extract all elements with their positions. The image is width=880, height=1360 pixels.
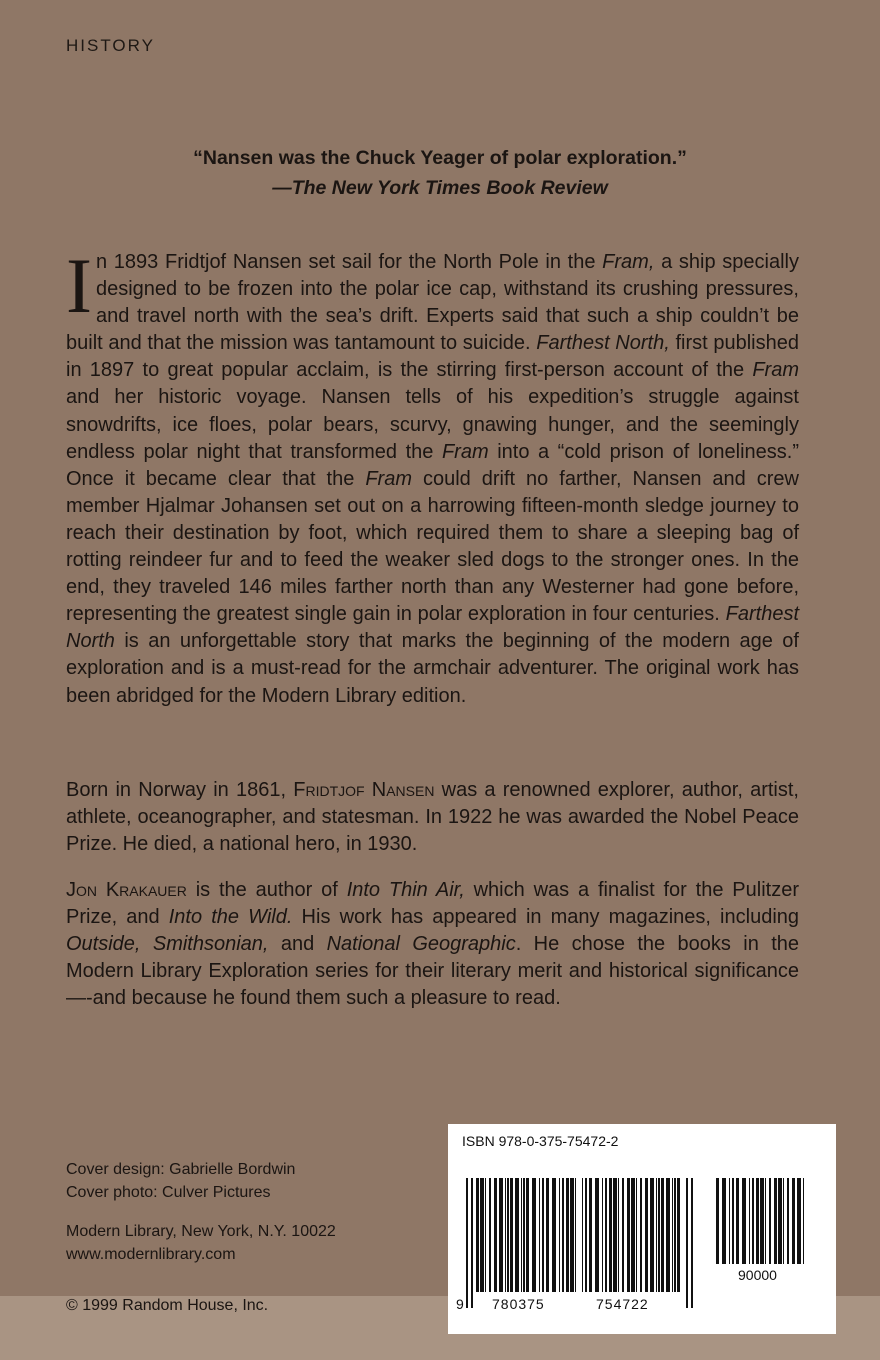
bio-text: was a renowned explorer, author, artist, athlete, oceanographer, and statesman. In 1922 he was awarded the Nobel Peace Prize. He died, a national hero, in 1930.	[66, 779, 799, 856]
desc-text: is an unforgettable story that marks the beginning of the modern age of exploration and is a must-read for the armchair adventurer. The original work has been abridged for the Modern Library edition.	[66, 630, 799, 707]
bio-text: . He chose the books in the Modern Library Exploration series for their literary merit and historical significance—-and because he found them such a pleasure to read.	[66, 933, 800, 1010]
barcode-bar	[640, 1178, 642, 1292]
barcode-bar	[532, 1178, 536, 1292]
barcode-bar	[631, 1178, 635, 1292]
barcode-bar	[595, 1178, 599, 1292]
magazine-title: National Geographic	[326, 933, 516, 956]
desc-text: first published in 1897 to great popular acclaim, is the stirring first-person account of the	[66, 332, 799, 382]
barcode-bar	[674, 1178, 676, 1292]
book-title: Into Thin Air,	[346, 879, 465, 901]
blurb-source: —The New York Times Book Review	[272, 177, 608, 199]
barcode-lead-digit: 9	[456, 1296, 465, 1312]
bio-text: Born in Norway in 1861,	[66, 779, 294, 801]
barcode-bar	[677, 1178, 680, 1292]
barcode-bar	[797, 1178, 801, 1264]
barcode-bar	[582, 1178, 583, 1292]
barcode-bar	[783, 1178, 784, 1264]
bio-text: is the author of	[186, 879, 347, 901]
barcode-bar	[666, 1178, 670, 1292]
barcode-bar	[539, 1178, 540, 1292]
barcode-bar	[749, 1178, 750, 1264]
barcode-bar	[515, 1178, 519, 1292]
desc-text: could drift no farther, Nansen and crew member Hjalmar Johansen set out on a harrowing fifteen-month sledge journey to reach their destination by foot, which required them to share a sleeping bag of rotting reindeer fur and to feed the weaker sled dogs to the stronger ones. In the end, they traveled 146 miles farther north than any Westerner had gone before, representing the greatest single gain in polar exploration in four centuries.	[66, 467, 799, 626]
barcode-guard-bar	[471, 1178, 473, 1308]
barcode-addon-digits: 90000	[738, 1267, 777, 1283]
description-paragraph	[66, 242, 799, 710]
desc-text: n 1893 Fridtjof Nansen set sail for the North Pole in the	[95, 251, 603, 273]
barcode-guard-bar	[466, 1178, 468, 1308]
bio-text: which was a finalist for the Pulitzer Prize, and	[66, 879, 799, 929]
barcode-group-2: 754722	[596, 1296, 649, 1312]
barcode-bar	[627, 1178, 630, 1292]
desc-text: into a “cold prison of loneliness.” Once it became clear that the	[66, 440, 799, 490]
review-blurb	[0, 143, 880, 203]
barcode-bar	[559, 1178, 560, 1292]
bio-text: and	[268, 933, 327, 956]
barcode-group-1: 780375	[492, 1296, 545, 1312]
category-label: HISTORY	[66, 36, 155, 55]
barcode-bar	[523, 1178, 525, 1292]
isbn-label: ISBN 978-0-375-75472-2	[462, 1133, 619, 1149]
barcode-bar	[510, 1178, 513, 1292]
barcode-bar	[760, 1178, 764, 1264]
barcode-bar	[602, 1178, 603, 1292]
magazine-title: Outside, Smithsonian,	[66, 933, 269, 956]
barcode-bar	[729, 1178, 730, 1264]
book-title: Farthest North	[66, 603, 799, 653]
barcode-bar	[476, 1178, 479, 1292]
barcode-bar	[552, 1178, 556, 1292]
desc-text: a ship specially designed to be frozen into the polar ice cap, withstand its crushing pressures, and travel north with the sea’s drift. Experts said that such a ship couldn’t be built and that the mission was tantamount to suicide.	[66, 251, 799, 355]
barcode-bar	[505, 1178, 506, 1292]
cover-credits	[66, 1158, 336, 1266]
ship-name: Fram,	[602, 251, 655, 273]
barcode-bar	[609, 1178, 612, 1292]
barcode-bar	[636, 1178, 637, 1292]
photo-credit: Cover photo: Culver Pictures	[66, 1184, 271, 1201]
barcode-guard-bar	[686, 1178, 688, 1308]
barcode-bar	[765, 1178, 766, 1264]
barcode-bar	[752, 1178, 754, 1264]
ship-name: Fram	[752, 359, 799, 382]
editor-bio	[66, 877, 799, 1012]
barcode-bar	[774, 1178, 777, 1264]
barcode-bar	[489, 1178, 491, 1292]
ship-name: Fram	[441, 440, 489, 463]
barcode-bar	[526, 1178, 529, 1292]
barcode-bar	[778, 1178, 782, 1264]
barcode-bar	[742, 1178, 746, 1264]
author-name: Fridtjof Nansen	[293, 779, 435, 801]
barcode-bar	[622, 1178, 624, 1292]
barcode-bar	[661, 1178, 664, 1292]
blurb-quote: “Nansen was the Chuck Yeager of polar exploration.”	[193, 147, 687, 169]
publisher-website: www.modernlibrary.com	[66, 1246, 236, 1263]
publisher-address: Modern Library, New York, N.Y. 10022	[66, 1223, 336, 1240]
barcode-bar	[672, 1178, 673, 1292]
drop-cap: I	[66, 242, 92, 329]
copyright-notice: © 1999 Random House, Inc.	[66, 1297, 269, 1314]
barcode-bar	[480, 1178, 484, 1292]
barcode-bar	[494, 1178, 497, 1292]
barcode-bar	[566, 1178, 569, 1292]
book-title: Into the Wild.	[168, 906, 293, 929]
barcode-bar	[542, 1178, 544, 1292]
book-title: Farthest North,	[536, 332, 670, 355]
author-bio	[66, 777, 799, 858]
barcode-bar	[605, 1178, 607, 1292]
editor-name: Jon Krakauer	[66, 879, 187, 901]
barcode-bar	[485, 1178, 486, 1292]
barcode-bar	[589, 1178, 592, 1292]
barcode-bar	[656, 1178, 657, 1292]
barcode-bar	[521, 1178, 522, 1292]
barcode-bar	[732, 1178, 734, 1264]
barcode-bar	[546, 1178, 549, 1292]
barcode-bar	[792, 1178, 795, 1264]
barcode-bar	[803, 1178, 804, 1264]
barcode-bar	[562, 1178, 564, 1292]
desc-text: and her historic voyage. Nansen tells of his expedition’s struggle against snowdrifts, ice floes, polar bears, scurvy, gnawing hunger, and the seemingly endless polar night that transformed the	[66, 386, 799, 463]
barcode-bar	[787, 1178, 789, 1264]
barcode-bar	[769, 1178, 771, 1264]
barcode-bar	[499, 1178, 503, 1292]
design-credit: Cover design: Gabrielle Bordwin	[66, 1161, 296, 1178]
barcode-guard-bar	[691, 1178, 693, 1308]
ship-name: Fram	[365, 467, 412, 490]
barcode-bar	[650, 1178, 654, 1292]
barcode-bar	[722, 1178, 726, 1264]
barcode-bar	[570, 1178, 574, 1292]
barcode-bar	[645, 1178, 648, 1292]
barcode-bar	[618, 1178, 619, 1292]
bio-text: His work has appeared in many magazines, including	[292, 906, 800, 929]
barcode-bar	[658, 1178, 660, 1292]
barcode-bar	[756, 1178, 759, 1264]
barcode-bar	[716, 1178, 719, 1264]
barcode-bar	[585, 1178, 587, 1292]
barcode-bar	[575, 1178, 576, 1292]
barcode-panel	[448, 1124, 836, 1334]
barcode-bar	[613, 1178, 617, 1292]
barcode-bar	[507, 1178, 509, 1292]
barcode-bar	[736, 1178, 739, 1264]
